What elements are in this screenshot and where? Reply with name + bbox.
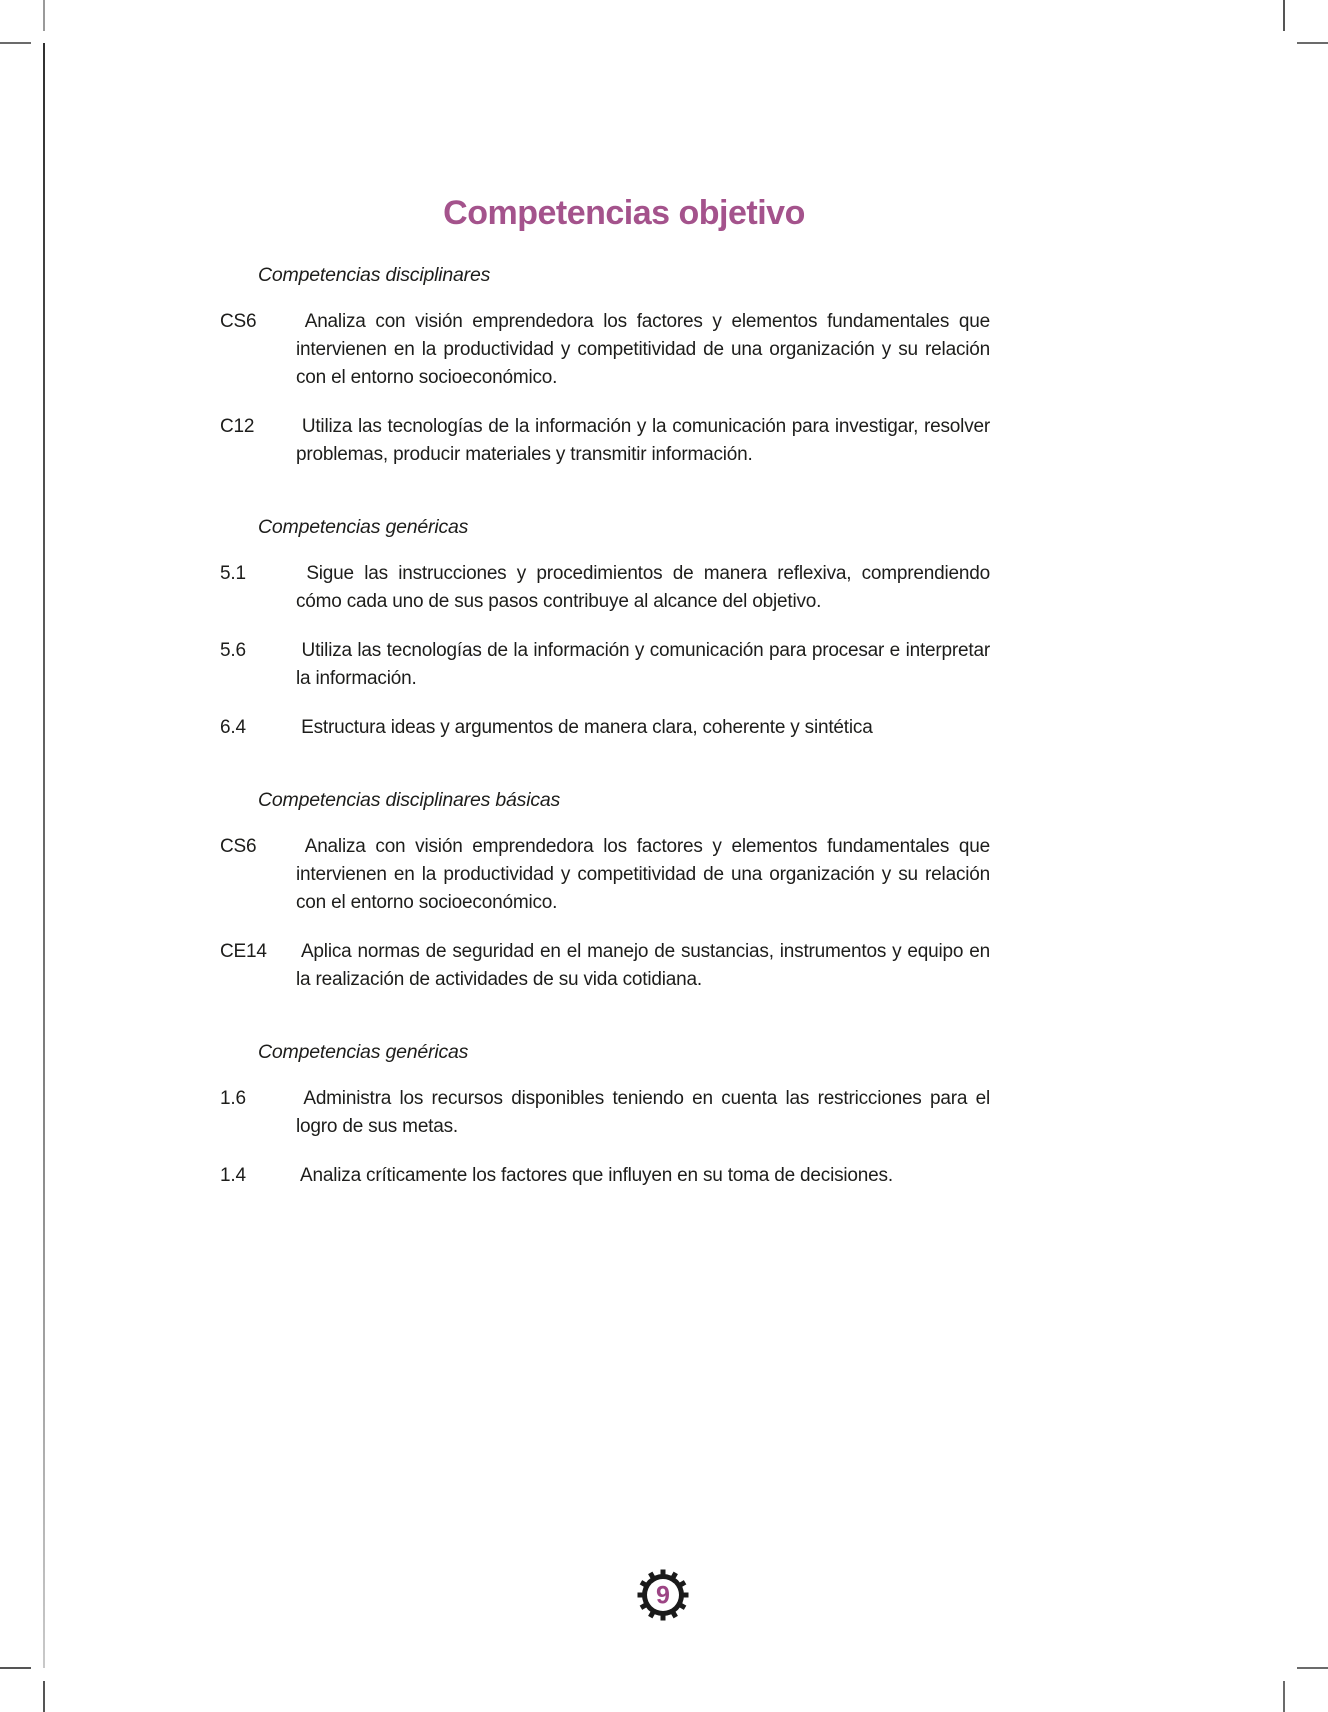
left-margin-rule	[43, 43, 45, 1668]
competency-code: C12	[220, 416, 255, 437]
competency-text: Administra los recursos disponibles teniendo en cuenta las restricciones para el logro de sus metas.	[296, 1088, 991, 1137]
competency-code: 5.1	[220, 563, 246, 584]
page-number-badge	[637, 1569, 689, 1621]
competency-item	[220, 1085, 991, 1141]
competency-text: Utiliza las tecnologías de la información y comunicación para procesar e interpretar la información.	[296, 640, 990, 689]
crop-mark-top-left-horizontal	[0, 42, 31, 44]
crop-mark-bottom-left-horizontal	[0, 1667, 31, 1669]
section-heading-genericas-2: Competencias genéricas	[258, 1041, 469, 1063]
crop-mark-bottom-right-vertical	[1283, 1681, 1285, 1712]
crop-mark-top-left-vertical	[43, 0, 45, 31]
competency-item	[220, 413, 990, 469]
competency-text: Analiza con visión emprendedora los factores y elementos fundamentales que intervienen en la productividad y competitividad de una organización y su relación con el entorno socioeconómico.	[296, 836, 991, 913]
competency-code: 6.4	[220, 717, 246, 738]
section-heading-genericas: Competencias genéricas	[258, 516, 469, 538]
gear-icon	[637, 1569, 689, 1621]
competency-code: CS6	[220, 311, 257, 332]
competency-item	[220, 560, 990, 616]
page-content	[220, 0, 991, 1190]
competency-text: Estructura ideas y argumentos de manera clara, coherente y sintética	[301, 717, 873, 738]
competency-code: 5.6	[220, 640, 246, 661]
competency-code: 1.4	[220, 1165, 246, 1186]
page-number: 9	[656, 1581, 670, 1610]
competency-text: Analiza con visión emprendedora los factores y elementos fundamentales que intervienen en la productividad y competitividad de una organización y su relación con el entorno socioeconómico.	[296, 311, 991, 388]
section-heading-disciplinares: Competencias disciplinares	[258, 264, 491, 286]
competency-item	[220, 1162, 990, 1190]
competency-item	[220, 938, 991, 994]
competency-text: Sigue las instrucciones y procedimientos de manera reflexiva, comprendiendo cómo cada uno de sus pasos contribuye al alcance del objetivo.	[296, 563, 990, 612]
competency-item	[220, 308, 991, 392]
competency-item	[220, 714, 990, 742]
competency-code: CE14	[220, 941, 267, 962]
page-title: Competencias objetivo	[443, 194, 805, 232]
competency-item	[220, 637, 990, 693]
crop-mark-top-right-vertical	[1283, 0, 1285, 31]
competency-code: 1.6	[220, 1088, 246, 1109]
competency-text: Analiza críticamente los factores que influyen en su toma de decisiones.	[300, 1165, 893, 1186]
crop-mark-bottom-right-horizontal	[1297, 1667, 1328, 1669]
competency-text: Utiliza las tecnologías de la información y la comunicación para investigar, resolver problemas, producir materiales y transmitir información.	[296, 416, 990, 465]
section-heading-disciplinares-basicas: Competencias disciplinares básicas	[258, 789, 561, 811]
competency-text: Aplica normas de seguridad en el manejo de sustancias, instrumentos y equipo en la realización de actividades de su vida cotidiana.	[296, 941, 991, 990]
crop-mark-bottom-left-vertical	[43, 1681, 45, 1712]
crop-mark-top-right-horizontal	[1297, 42, 1328, 44]
competency-item	[220, 833, 991, 917]
competency-code: CS6	[220, 836, 257, 857]
